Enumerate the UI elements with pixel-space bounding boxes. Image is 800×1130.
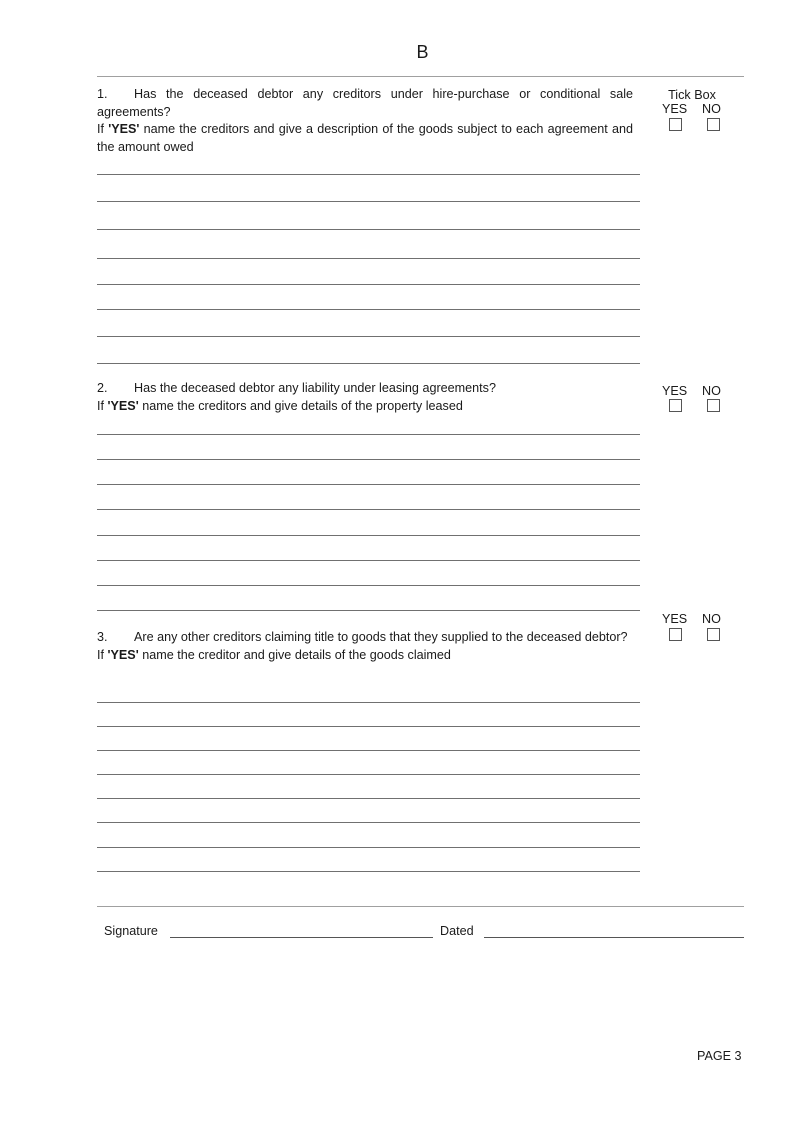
q3-answer-line[interactable] xyxy=(97,871,640,872)
q3-answer-line[interactable] xyxy=(97,847,640,848)
yes-emphasis: 'YES' xyxy=(107,647,139,662)
q2-no-checkbox[interactable] xyxy=(707,399,720,412)
q1-answer-line[interactable] xyxy=(97,284,640,285)
page-number: PAGE 3 xyxy=(697,1049,742,1063)
q3-answer-line[interactable] xyxy=(97,726,640,727)
question-2: 2. Has the deceased debtor any liability under leasing agreements? If 'YES' name the creditors and give details of the property leased xyxy=(97,381,496,413)
signature-field[interactable] xyxy=(170,937,433,938)
q1-answer-line[interactable] xyxy=(97,229,640,230)
question-1-text: Has the deceased debtor any creditors under hire-purchase or conditional sale agreements? xyxy=(97,87,633,119)
q1-answer-line[interactable] xyxy=(97,174,640,175)
question-2-text: Has the deceased debtor any liability under leasing agreements? xyxy=(134,381,496,395)
question-3-text: Are any other creditors claiming title to goods that they supplied to the deceased debtor? xyxy=(134,630,628,644)
question-1-number: 1. xyxy=(97,87,108,101)
q3-no-label: NO xyxy=(702,612,721,626)
q1-answer-line[interactable] xyxy=(97,363,640,364)
q3-no-checkbox[interactable] xyxy=(707,628,720,641)
tick-box-header: Tick Box xyxy=(668,88,716,102)
q1-no-label: NO xyxy=(702,102,721,116)
dated-field[interactable] xyxy=(484,937,744,938)
q2-yes-label: YES xyxy=(662,384,688,398)
q2-answer-line[interactable] xyxy=(97,459,640,460)
question-3-instruction: name the creditor and give details of the goods claimed xyxy=(138,647,451,662)
top-divider xyxy=(97,76,744,77)
q3-answer-line[interactable] xyxy=(97,774,640,775)
q3-yes-label: YES xyxy=(662,612,688,626)
signature-label: Signature xyxy=(104,924,158,938)
q3-answer-line[interactable] xyxy=(97,822,640,823)
q1-answer-line[interactable] xyxy=(97,201,640,202)
q3-answer-line[interactable] xyxy=(97,702,640,703)
q2-answer-line[interactable] xyxy=(97,560,640,561)
q2-answer-line[interactable] xyxy=(97,535,640,536)
q1-answer-line[interactable] xyxy=(97,309,640,310)
q2-yes-checkbox[interactable] xyxy=(669,399,682,412)
question-3: 3. Are any other creditors claiming title to goods that they supplied to the deceased debtor? If 'YES' name the creditor and give details of the goods claimed xyxy=(97,630,628,662)
q1-no-checkbox[interactable] xyxy=(707,118,720,131)
q1-yes-label: YES xyxy=(662,102,688,116)
bottom-divider xyxy=(97,906,744,907)
q1-answer-line[interactable] xyxy=(97,258,640,259)
q1-yes-checkbox[interactable] xyxy=(669,118,682,131)
question-1-instruction: name the creditors and give a description of the goods subject to each agreement and the amount owed xyxy=(97,122,633,154)
question-1: 1. Has the deceased debtor any creditors under hire-purchase or conditional sale agreements? If 'YES' name the creditors and give a description of the goods subject to each agreement and the amount owed xyxy=(97,87,633,154)
yes-emphasis: 'YES' xyxy=(107,398,139,413)
q3-answer-line[interactable] xyxy=(97,798,640,799)
section-letter: B xyxy=(416,42,429,62)
q2-answer-line[interactable] xyxy=(97,585,640,586)
question-2-instruction: name the creditors and give details of the property leased xyxy=(138,398,463,413)
question-2-number: 2. xyxy=(97,381,108,395)
q2-answer-line[interactable] xyxy=(97,484,640,485)
q1-answer-line[interactable] xyxy=(97,336,640,337)
dated-label: Dated xyxy=(440,924,474,938)
yes-emphasis: 'YES' xyxy=(108,122,140,136)
q2-answer-line[interactable] xyxy=(97,509,640,510)
q3-yes-checkbox[interactable] xyxy=(669,628,682,641)
q2-answer-line[interactable] xyxy=(97,610,640,611)
question-3-number: 3. xyxy=(97,630,108,644)
q2-no-label: NO xyxy=(702,384,721,398)
q3-answer-line[interactable] xyxy=(97,750,640,751)
q2-answer-line[interactable] xyxy=(97,434,640,435)
